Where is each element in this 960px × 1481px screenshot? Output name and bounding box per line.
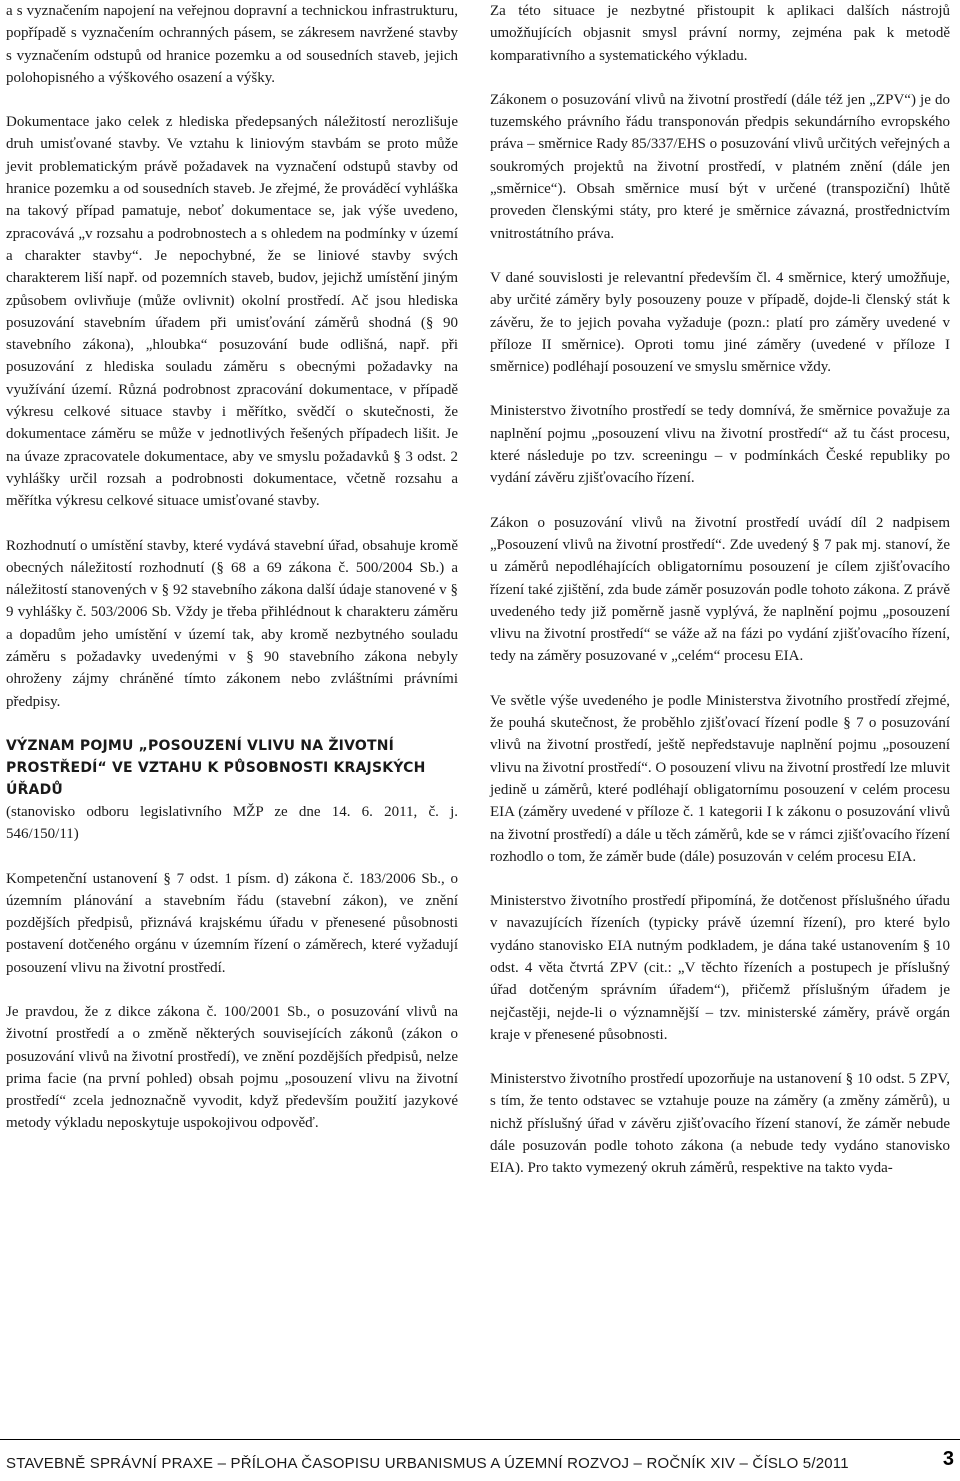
paragraph: Za této situace je nezbytné přistoupit k aplikaci dalších nástrojů umožňujících objasnit smysl právní normy, zejména pak k metodě komparativního a systematického výkladu. <box>490 3 950 64</box>
paragraph: Ministerstvo životního prostředí se tedy domnívá, že směrnice považuje za naplnění pojmu „posouzení vlivu na životní prostředí“ až tu část procesu, které následuje po tzv. screeningu – v podmínkách České republiky po vydání závěru zjišťovacího řízení. <box>490 403 950 487</box>
left-column <box>6 0 458 1157</box>
paragraph: Zákon o posuzování vlivů na životní prostředí uvádí díl 2 nadpisem „Posouzení vlivů na životní prostředí“. Zde uvedený § 7 pak mj. stanoví, že u záměrů nepodléhajících obligatornímu posouzení je cílem zjišťovacího řízení také zjištění, zda bude záměr posuzován podle tohoto zákona. Z právě uvedeného tedy již poměrně jasně vyplývá, že naplnění pojmu „posouzení vlivu na životní prostředí“ se váže až na fázi po vydání zjišťovacího řízení, tedy na záměry posuzované v „celém“ procesu EIA. <box>490 514 950 665</box>
section-heading: VÝZNAM POJMU „POSOUZENÍ VLIVU NA ŽIVOTNÍ PROSTŘEDÍ“ VE VZTAHU K PŮSOBNOSTI KRAJSKÝCH ÚŘADŮ <box>6 737 426 798</box>
paragraph: Dokumentace jako celek z hlediska předepsaných náležitostí nerozlišuje druh umisťované stavby. Ve vztahu k liniovým stavbám se proto může jevit problematickým právě požadavek na vyznačení odstupů stavby od hranice pozemku a od sousedních staveb. Je zřejmé, že prováděcí vyhláška na takový případ pamatuje, neboť dokumentace se, jak výše uvedeno, zpracovává „v rozsahu a podrobnostech a s ohledem na podmínky v území a charakter stavby“. Je nepochybné, že se liniové stavby svých charakterem liší např. od pozemních staveb, budov, jejichž umístění jiným způsobem ovlivňuje (může ovlivnit) okolní prostředí. Ač jsou hlediska posuzování stavebním úřadem při umisťování záměrů shodná (§ 90 stavebního zákona), „hloubka“ posuzování bude odlišná, např. při posuzování z hlediska souladu záměru s obecnými požadavky na využívání území. Různá podrobnost zpracování dokumentace, v případě výkresu celkové situace stavby i měřítko, svědčí o skutečnosti, že dokumentace záměru se může v jednotlivých řešených případech lišit. Je na úvaze zpracovatele dokumentace, aby ve smyslu požadavků § 3 odst. 2 vyhlášky určil rozsah a podrobnosti dokumentace, včetně rozsahu a měřítka výkresu celkové situace umisťované stavby. <box>6 114 458 510</box>
section-subtitle: (stanovisko odboru legislativního MŽP ze dne 14. 6. 2011, č. j. 546/150/11) <box>6 803 458 843</box>
running-footer: STAVEBNĚ SPRÁVNÍ PRAXE – PŘÍLOHA ČASOPISU URBANISMUS A ÚZEMNÍ ROZVOJ – ROČNÍK XIV – ČÍSLO 5/2011 <box>6 1455 849 1472</box>
right-column <box>490 0 950 1202</box>
paragraph: Zákonem o posuzování vlivů na životní prostředí (dále též jen „ZPV“) je do tuzemského právního řádu transponován předpis sekundárního evropského práva – směrnice Rady 85/337/EHS o posuzování vlivů určitých veřejných a soukromých projektů na životní prostředí, v platném znění (dále jen „směrnice“). Obsah směrnice musí být v určené (transpoziční) lhůtě proveden členskými státy, pro které je směrnice závazná, prostřednictvím vnitrostátního práva. <box>490 91 950 242</box>
paragraph: a s vyznačením napojení na veřejnou dopravní a technickou infrastrukturu, popřípadě s vyznačením ochranných pásem, se zákresem navržené stavby s vyznačením odstupů od hranice pozemku a od sousedních staveb, jejich polohopisného a výškového osazení a výšky. <box>6 3 458 86</box>
footer-divider <box>0 1439 960 1440</box>
page-number: 3 <box>942 1448 954 1470</box>
paragraph: Je pravdou, že z dikce zákona č. 100/2001 Sb., o posuzování vlivů na životní prostředí a o změně některých souvisejících zákonů (zákon o posuzování vlivů na životní prostředí), ve znění pozdějších předpisů, nelze prima facie (na první pohled) obsah pojmu „posouzení vlivu na životní prostředí“ zcela jednoznačně vyvodit, když především použití jazykové metody výkladu neposkytuje uspokojivou odpověď. <box>6 1003 458 1132</box>
paragraph: Rozhodnutí o umístění stavby, které vydává stavební úřad, obsahuje kromě obecných náležitostí rozhodnutí (§ 68 a 69 zákona č. 500/2004 Sb.) a náležitostí stanovených v § 92 stavebního zákona další údaje stanovené v § 9 vyhlášky č. 503/2006 Sb. Vždy je třeba přihlédnout k charakteru záměru a dopadům jeho umístění v území tak, aby kromě nezbytného souladu záměru s požadavky uvedenými v § 90 stavebního zákona nebyly ohroženy zájmy chráněné tímto zákonem nebo zvláštními právními předpisy. <box>6 537 458 710</box>
paragraph: V dané souvislosti je relevantní především čl. 4 směrnice, který umožňuje, aby určité záměry byly posouzeny pouze v případě, dojde-li členský stát k závěru, že to jejich povaha vyžaduje (pozn.: platí pro záměry uvedené v příloze II směrnice). Oproti tomu jiné záměry (uvedené v příloze I směrnice) podléhají posouzení ve smyslu směrnice vždy. <box>490 269 950 376</box>
paragraph: Ministerstvo životního prostředí upozorňuje na ustanovení § 10 odst. 5 ZPV, s tím, že tento odstavec se vztahuje pouze na záměry (a změny záměrů), u nichž příslušný úřad v závěru zjišťovacího řízení stanoví, že záměr nebude dále posuzován podle tohoto zákona (a nebude tedy vydáno stanovisko EIA). Pro takto vymezený okruh záměrů, respektive na takto vyda- <box>490 1071 950 1177</box>
paragraph: Ve světle výše uvedeného je podle Ministerstva životního prostředí zřejmé, že pouhá skutečnost, že proběhlo zjišťovací řízení podle § 7 o posuzování vlivů na životní prostředí, ještě nepředstavuje naplnění pojmu „posouzení vlivu na životní prostředí“. O posouzení vlivu na životní prostředí lze mluvit jedině u záměrů, které podléhají obligatornímu posouzení v celém procesu EIA (záměry uvedené v příloze č. 1 kategorii I k zákonu o posuzování vlivů na životní prostředí) a dále u těch záměrů, kde se v rámci zjišťovacího řízení rozhodlo o tom, že záměr bude (dále) posuzován v celém procesu EIA. <box>490 692 950 865</box>
paragraph: Ministerstvo životního prostředí připomíná, že dotčenost příslušného úřadu v navazujících řízeních (typicky právě územní řízení), pro které bylo vydáno stanovisko EIA nutným podkladem, je dána také ustanovením § 10 odst. 4 věta čtvrtá ZPV (cit.: „V těchto řízeních a postupech je příslušný úřad dotčeným správním úřadem“), přičemž příslušným úřadem je nejčastěji, nejde-li o významnější – tzv. ministerské záměry, právě orgán kraje v přenesené působnosti. <box>490 893 950 1043</box>
paragraph: Kompetenční ustanovení § 7 odst. 1 písm. d) zákona č. 183/2006 Sb., o územním plánování a stavebním řádu (stavební zákon), ve znění pozdějších předpisů, přiznává krajskému úřadu v přenesené působnosti postavení dotčeného orgánu v územním řízení o záměrech, které vyžadují posouzení vlivu na životní prostředí. <box>6 870 458 976</box>
